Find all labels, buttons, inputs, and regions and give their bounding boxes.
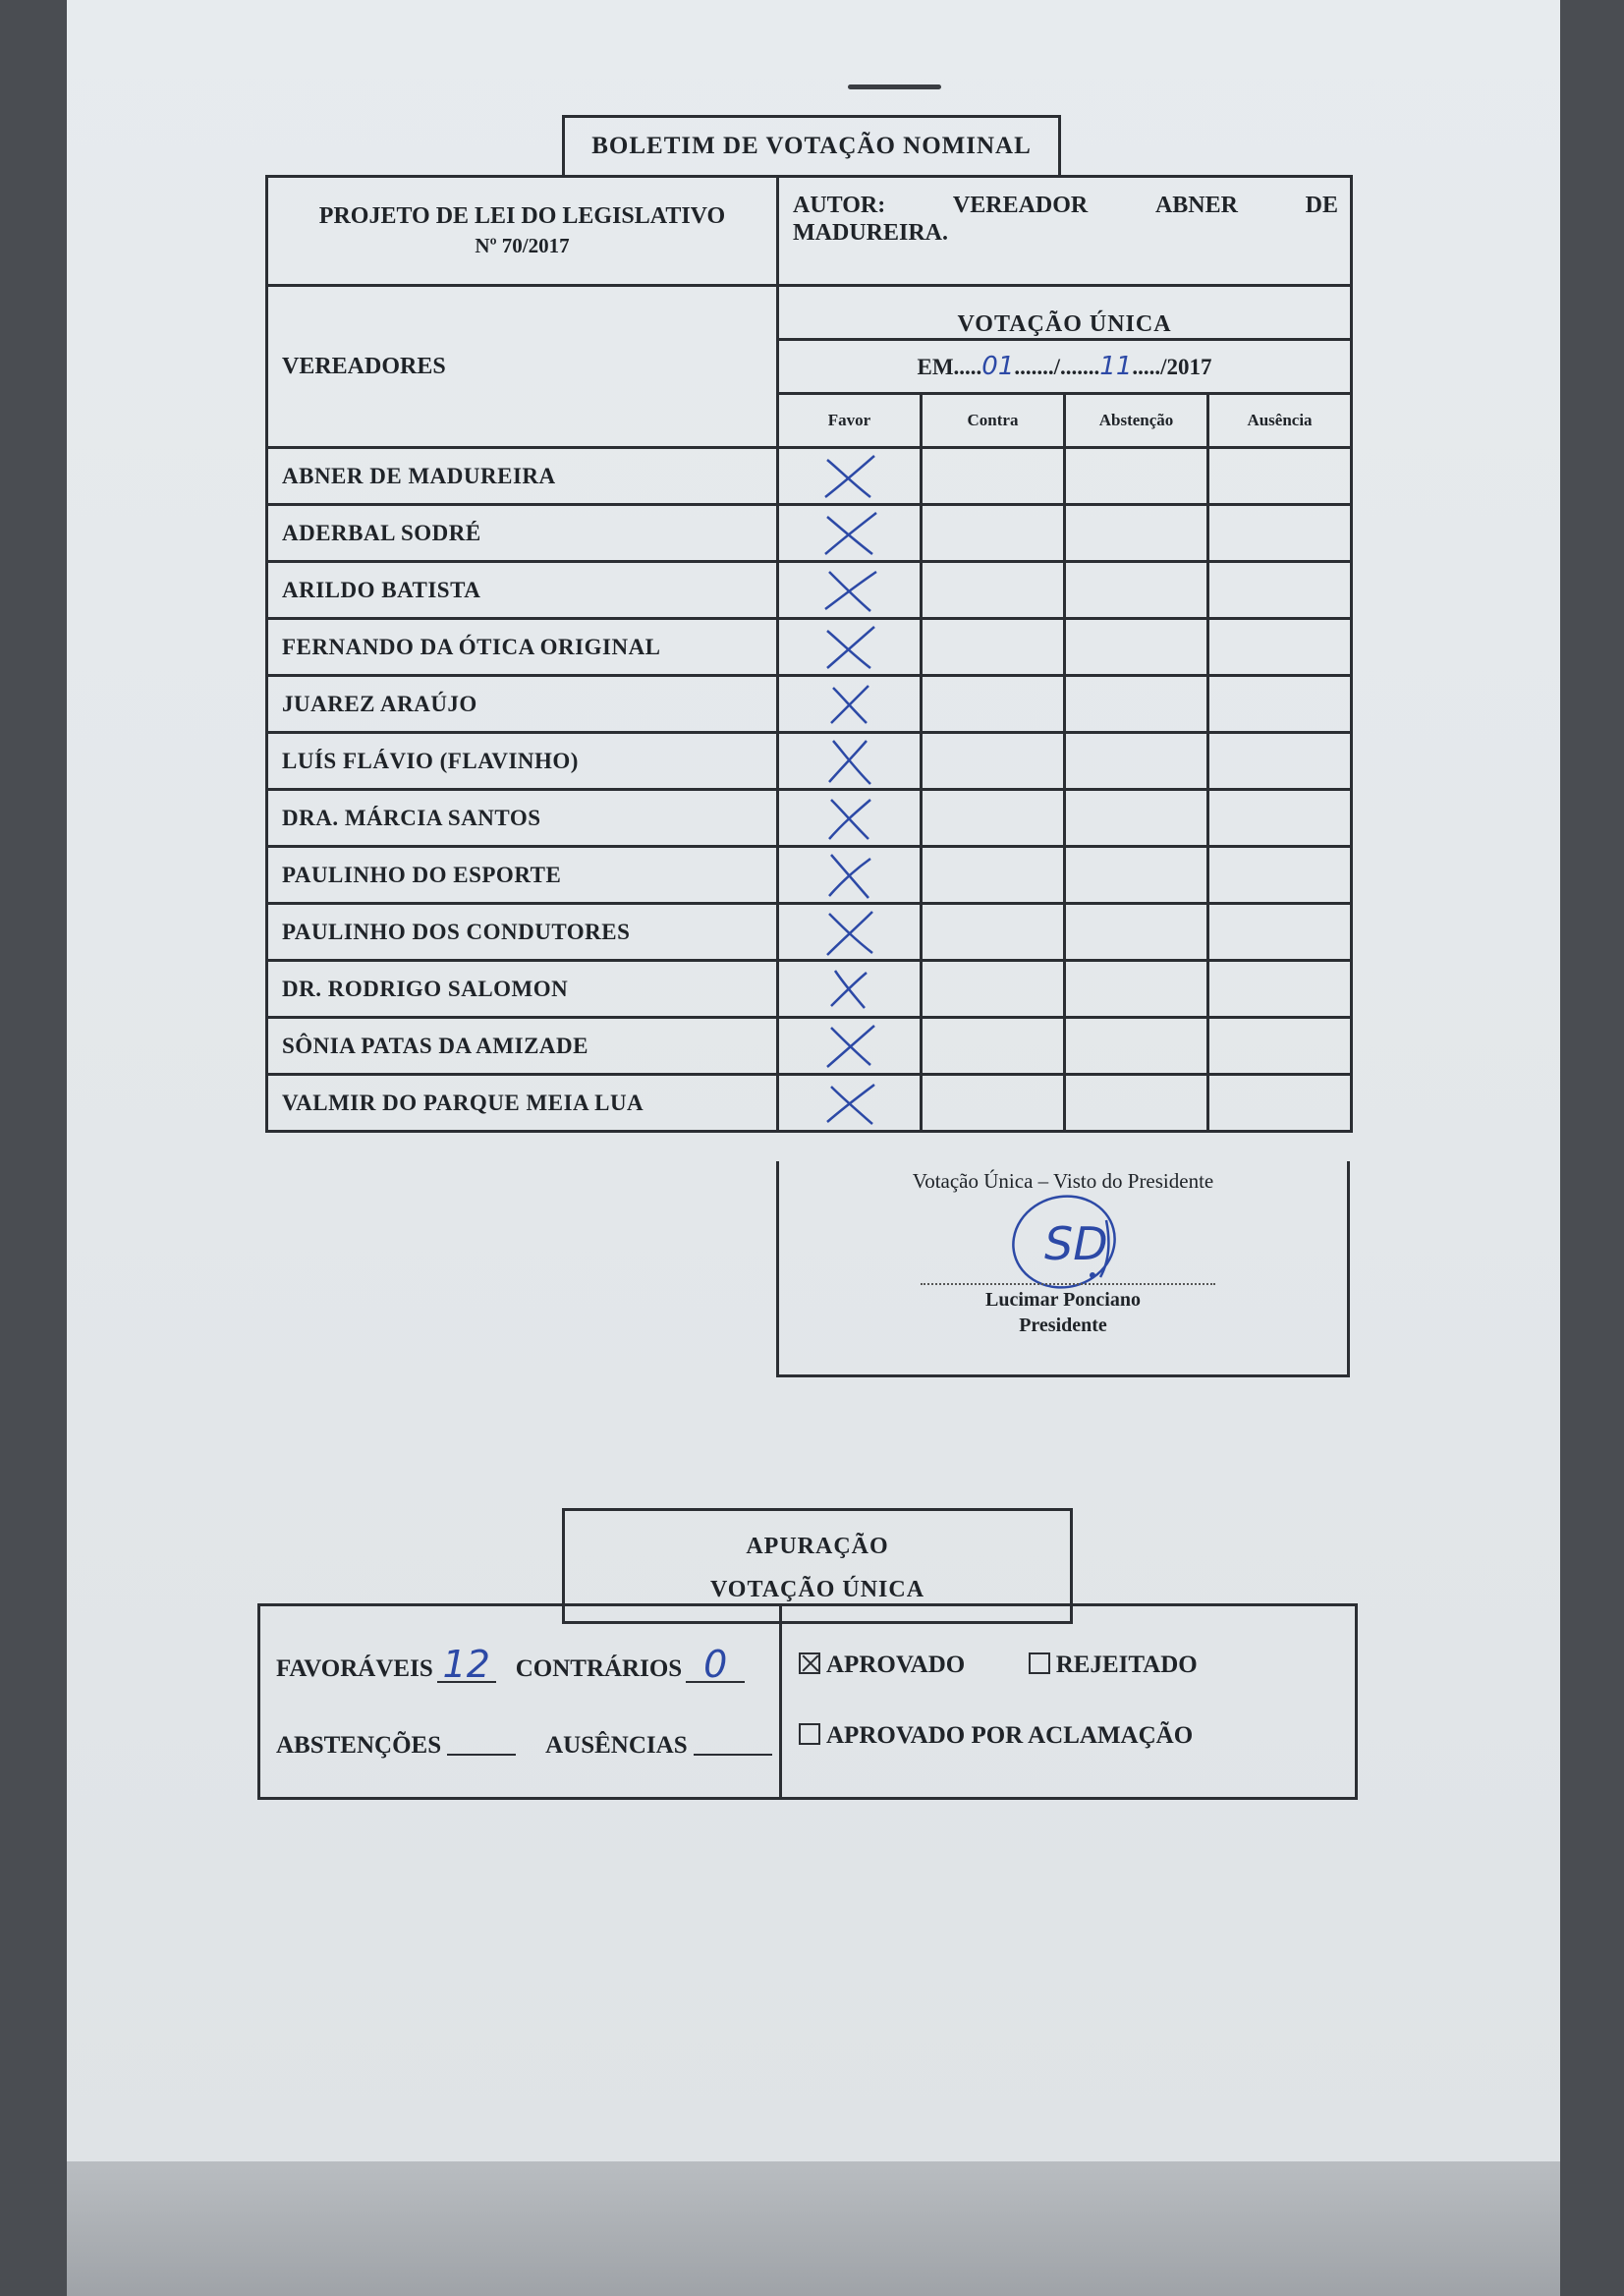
vote-favor-cell: [778, 619, 922, 676]
vote-favor-cell: [778, 847, 922, 904]
vote-contra-cell: [922, 619, 1065, 676]
document-title: BOLETIM DE VOTAÇÃO NOMINAL: [562, 115, 1061, 178]
x-mark-icon: [819, 680, 880, 729]
vote-abstencao-cell: [1065, 790, 1208, 847]
vote-favor-cell: [778, 904, 922, 961]
aprovado-checkbox[interactable]: [799, 1652, 820, 1674]
vote-ausencia-cell: [1208, 961, 1352, 1018]
table-row: [267, 790, 1352, 847]
vote-favor-cell: [778, 448, 922, 505]
col-abstencao: Abstenção: [1065, 394, 1208, 448]
apuracao-result-box: [257, 1603, 1358, 1800]
vote-ausencia-cell: [1208, 448, 1352, 505]
col-contra: Contra: [922, 394, 1065, 448]
apuracao-title: APURAÇÃO: [746, 1534, 889, 1559]
table-row: [267, 448, 1352, 505]
vote-contra-cell: [922, 847, 1065, 904]
vereador-name: PAULINHO DOS CONDUTORES: [267, 904, 778, 961]
favoraveis-label: FAVORÁVEIS: [276, 1655, 433, 1682]
votacao-date: EM.....01......./.......11...../2017: [778, 340, 1352, 394]
vote-abstencao-cell: [1065, 619, 1208, 676]
aclamacao-checkbox[interactable]: [799, 1723, 820, 1745]
x-mark-icon: [819, 623, 880, 672]
col-ausencia: Ausência: [1208, 394, 1352, 448]
status-row-2: [799, 1722, 1193, 1750]
table-row: [267, 961, 1352, 1018]
top-dash: [848, 84, 941, 89]
favoraveis-value: 12: [437, 1648, 496, 1683]
x-mark-icon: [819, 737, 880, 786]
vote-contra-cell: [922, 904, 1065, 961]
signature-icon: [990, 1181, 1167, 1289]
paper-fold: [67, 2161, 1560, 2296]
vote-abstencao-cell: [1065, 733, 1208, 790]
signature-line: [921, 1283, 1215, 1285]
autor-cell: [778, 177, 1352, 286]
x-mark-icon: [819, 794, 880, 843]
table-row: [267, 505, 1352, 562]
vote-contra-cell: [922, 562, 1065, 619]
vote-ausencia-cell: [1208, 676, 1352, 733]
table-row: [267, 847, 1352, 904]
vote-contra-cell: [922, 448, 1065, 505]
vote-contra-cell: [922, 1018, 1065, 1075]
visto-label: Votação Única – Visto do Presidente: [912, 1169, 1214, 1193]
vote-favor-cell: [778, 1018, 922, 1075]
contrarios-label: CONTRÁRIOS: [515, 1655, 683, 1682]
vote-abstencao-cell: [1065, 1075, 1208, 1132]
table-row: [267, 562, 1352, 619]
vereador-name: ADERBAL SODRÉ: [267, 505, 778, 562]
votacao-title: VOTAÇÃO ÚNICA: [778, 286, 1352, 340]
abstencoes-label: ABSTENÇÕES: [276, 1732, 442, 1759]
vereador-name: DR. RODRIGO SALOMON: [267, 961, 778, 1018]
x-mark-icon: [819, 851, 880, 900]
rejeitado-checkbox[interactable]: [1029, 1652, 1050, 1674]
x-mark-icon: [819, 509, 880, 558]
table-row: [267, 733, 1352, 790]
vote-favor-cell: [778, 676, 922, 733]
counts-row-2: [276, 1732, 772, 1760]
vote-favor-cell: [778, 505, 922, 562]
date-year: /2017: [1160, 355, 1212, 379]
vote-ausencia-cell: [1208, 847, 1352, 904]
rejeitado-label: REJEITADO: [1055, 1652, 1198, 1678]
autor-word1: VEREADOR: [952, 193, 1089, 218]
vote-abstencao-cell: [1065, 676, 1208, 733]
vote-favor-cell: [778, 562, 922, 619]
apuracao-subtitle: VOTAÇÃO ÚNICA: [709, 1577, 925, 1602]
table-row: [267, 619, 1352, 676]
vote-abstencao-cell: [1065, 904, 1208, 961]
presidente-name: Lucimar Ponciano: [985, 1289, 1141, 1311]
status-row-1: [799, 1652, 1198, 1679]
vote-favor-cell: [778, 790, 922, 847]
vereador-name: PAULINHO DO ESPORTE: [267, 847, 778, 904]
vote-favor-cell: [778, 733, 922, 790]
vote-contra-cell: [922, 1075, 1065, 1132]
vote-ausencia-cell: [1208, 619, 1352, 676]
aprovado-label: APROVADO: [826, 1652, 966, 1678]
vereador-name: LUÍS FLÁVIO (FLAVINHO): [267, 733, 778, 790]
vote-ausencia-cell: [1208, 562, 1352, 619]
voting-table: [265, 175, 1353, 1133]
result-divider: [779, 1606, 782, 1797]
vereador-name: FERNANDO DA ÓTICA ORIGINAL: [267, 619, 778, 676]
projeto-line1: PROJETO DE LEI DO LEGISLATIVO: [318, 203, 726, 229]
vote-abstencao-cell: [1065, 1018, 1208, 1075]
vote-ausencia-cell: [1208, 1075, 1352, 1132]
vote-contra-cell: [922, 733, 1065, 790]
autor-word3: DE: [1305, 193, 1338, 218]
vereador-name: ABNER DE MADUREIRA: [267, 448, 778, 505]
abstencoes-blank: [447, 1754, 516, 1756]
table-row: [267, 904, 1352, 961]
vote-ausencia-cell: [1208, 1018, 1352, 1075]
projeto-cell: [267, 177, 778, 286]
date-prefix: EM: [917, 355, 954, 379]
table-row: [267, 676, 1352, 733]
vote-contra-cell: [922, 505, 1065, 562]
autor-label: AUTOR:: [793, 193, 886, 218]
counts-row-1: [276, 1643, 745, 1686]
table-row: [267, 1018, 1352, 1075]
vereador-name: DRA. MÁRCIA SANTOS: [267, 790, 778, 847]
x-mark-icon: [819, 452, 880, 501]
vote-abstencao-cell: [1065, 961, 1208, 1018]
signature-initials: SD: [1044, 1217, 1108, 1270]
vote-ausencia-cell: [1208, 505, 1352, 562]
vereador-name: ARILDO BATISTA: [267, 562, 778, 619]
x-mark-icon: [819, 566, 880, 615]
vote-abstencao-cell: [1065, 448, 1208, 505]
vote-ausencia-cell: [1208, 904, 1352, 961]
vote-favor-cell: [778, 1075, 922, 1132]
x-mark-icon: [819, 1022, 880, 1071]
vote-contra-cell: [922, 790, 1065, 847]
vereadores-header: VEREADORES: [267, 286, 778, 448]
vote-abstencao-cell: [1065, 847, 1208, 904]
ausencias-label: AUSÊNCIAS: [545, 1732, 688, 1759]
projeto-line2: Nº 70/2017: [475, 234, 570, 257]
x-mark-icon: [819, 1079, 880, 1128]
autor-line2: MADUREIRA.: [793, 220, 948, 246]
autor-word2: ABNER: [1154, 193, 1238, 218]
ausencias-blank: [694, 1754, 772, 1756]
vote-ausencia-cell: [1208, 790, 1352, 847]
date-day: 01: [981, 352, 1015, 381]
vote-abstencao-cell: [1065, 505, 1208, 562]
vereador-name: VALMIR DO PARQUE MEIA LUA: [267, 1075, 778, 1132]
contrarios-value: 0: [686, 1648, 745, 1683]
presidente-visto-box: [776, 1161, 1350, 1377]
aclamacao-label: APROVADO POR ACLAMAÇÃO: [826, 1722, 1194, 1749]
col-favor: Favor: [778, 394, 922, 448]
x-mark-icon: [819, 965, 880, 1014]
vote-ausencia-cell: [1208, 733, 1352, 790]
vote-abstencao-cell: [1065, 562, 1208, 619]
presidente-role: Presidente: [1019, 1315, 1107, 1336]
vote-favor-cell: [778, 961, 922, 1018]
vereador-name: SÔNIA PATAS DA AMIZADE: [267, 1018, 778, 1075]
vote-contra-cell: [922, 961, 1065, 1018]
x-mark-icon: [819, 908, 880, 957]
vereador-name: JUAREZ ARAÚJO: [267, 676, 778, 733]
table-row: [267, 1075, 1352, 1132]
vote-contra-cell: [922, 676, 1065, 733]
date-month: 11: [1099, 352, 1133, 381]
